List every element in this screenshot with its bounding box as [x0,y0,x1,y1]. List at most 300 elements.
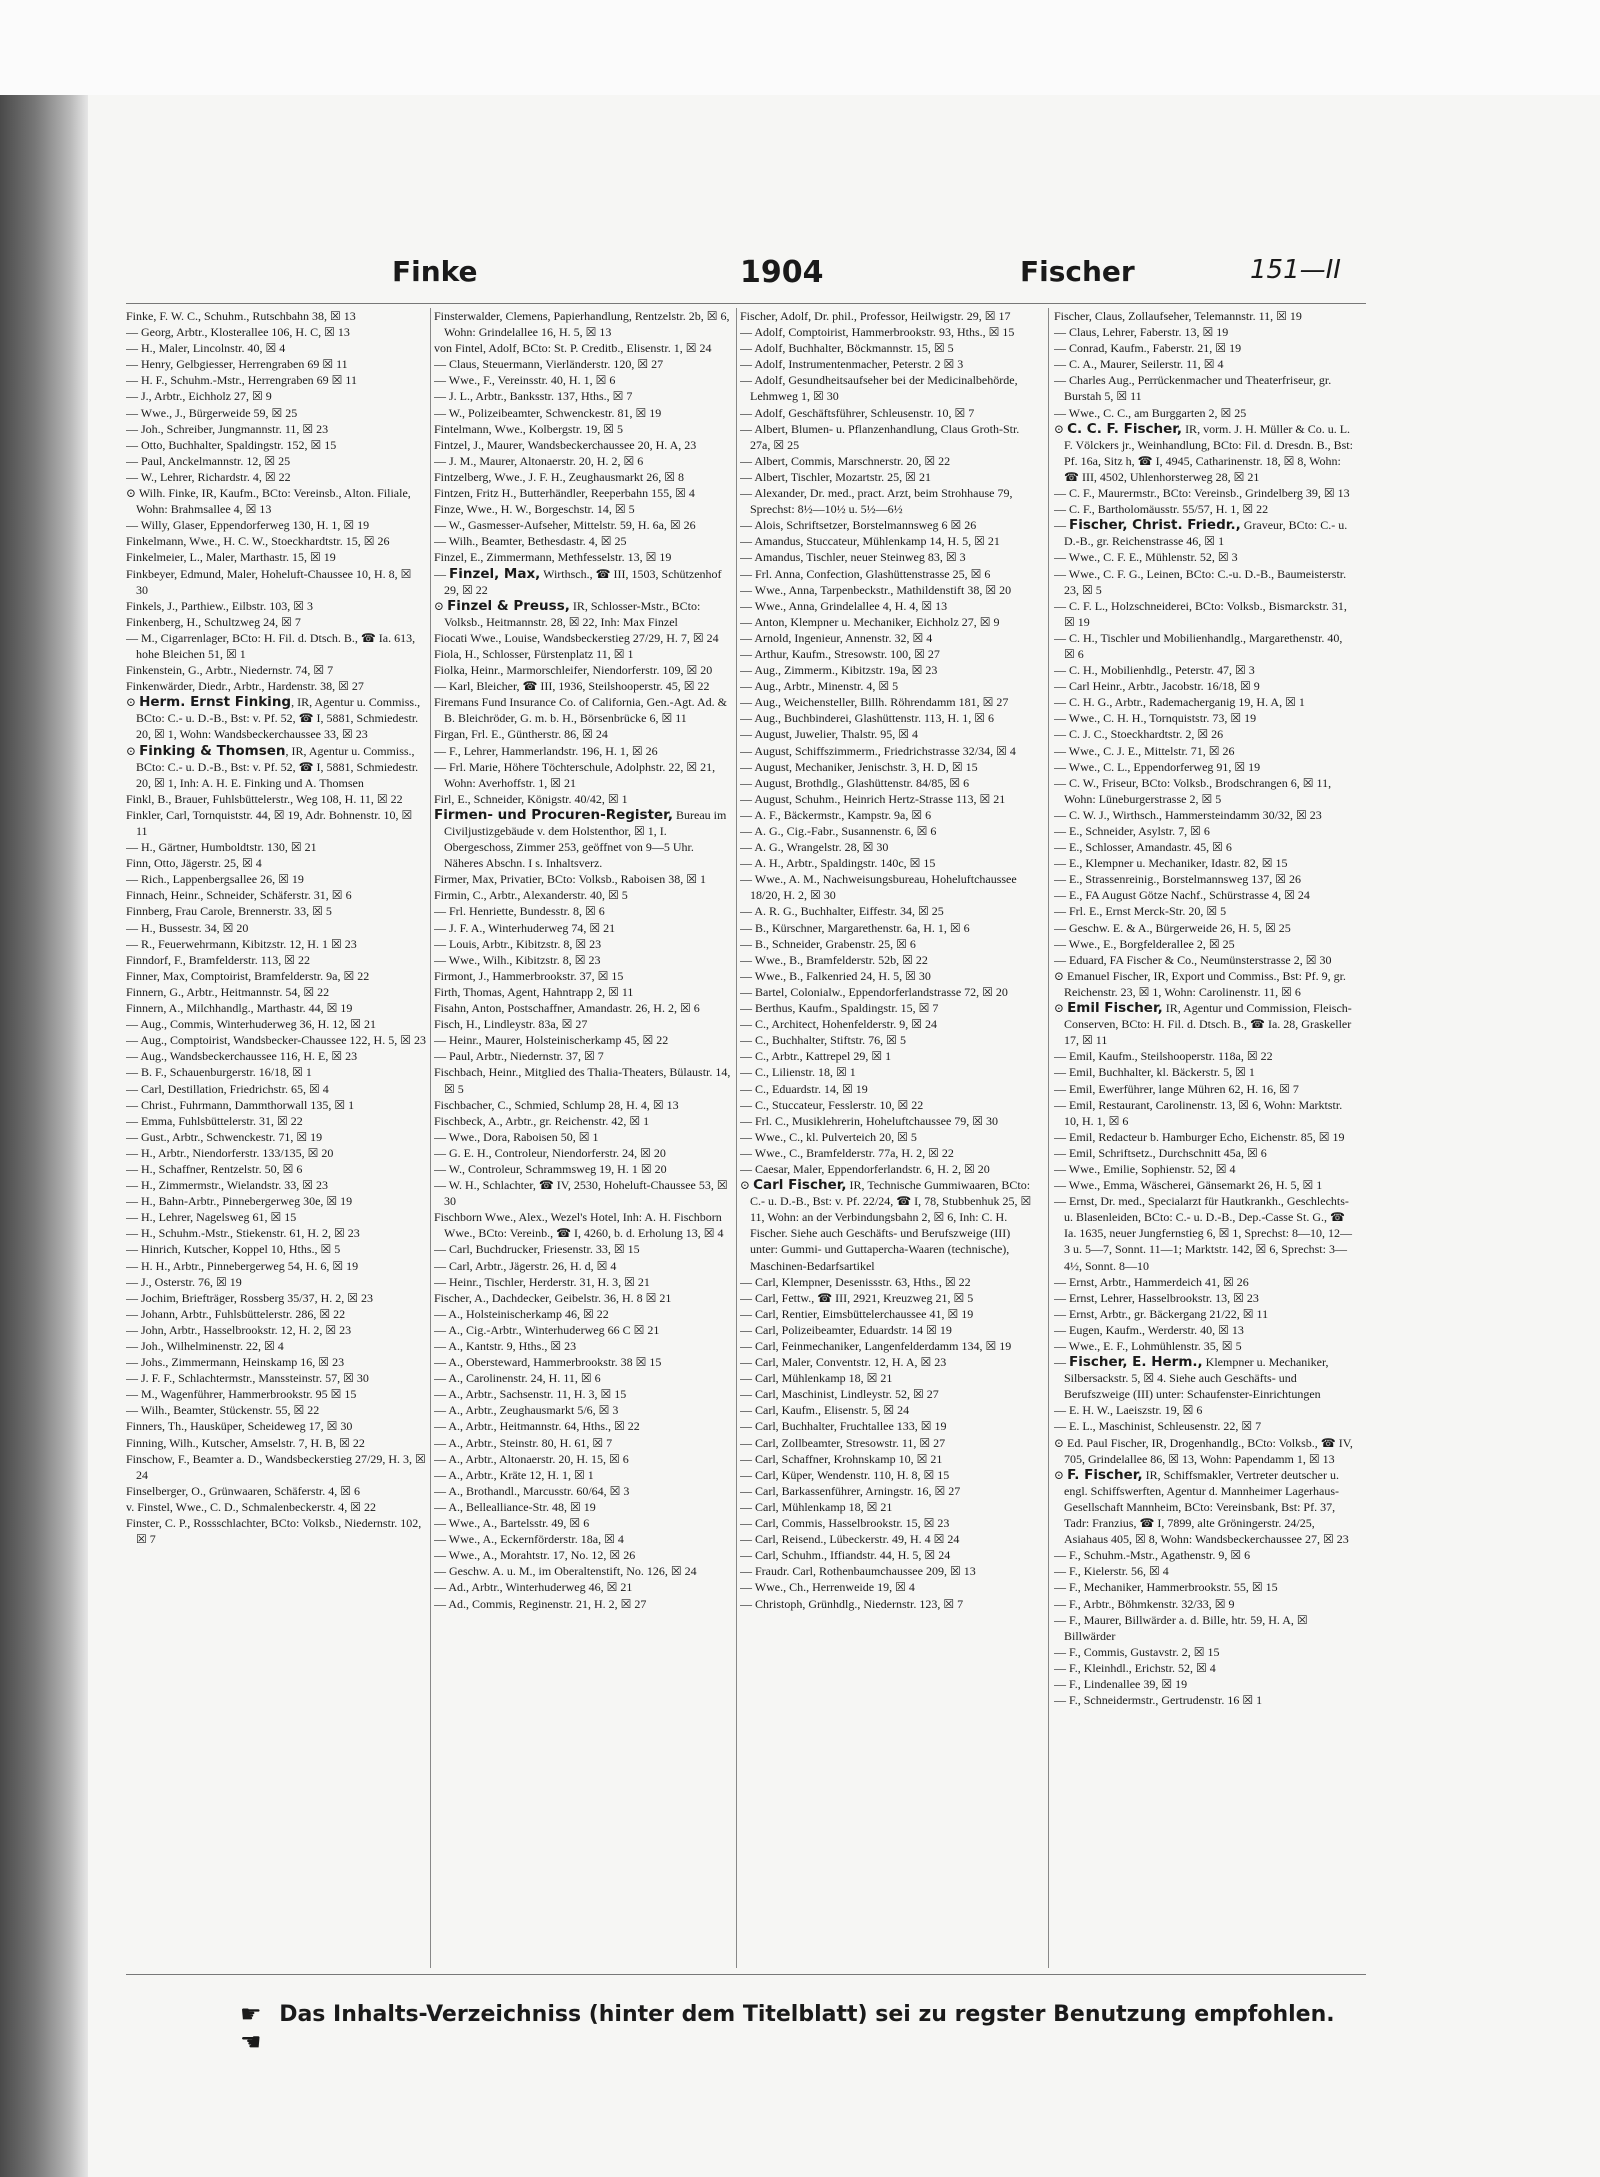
firm-name: Firmen- und Procuren-Register, [434,806,673,823]
directory-entry: — C. H., Tischler und Mobilienhandlg., Margarethenstr. 40, ☒ 6 [1054,630,1343,661]
directory-entry: Finner, Max, Comptoirist, Bramfelderstr. 9a, ☒ 22 [126,968,370,983]
directory-entry: — Ernst, Dr. med., Specialarzt für Hautkrankh., Geschlechts- u. Blasenleiden, BCto: C.- u. D.-B., Dep.-Casse St. G., ☎ Ia. 1635, neuer Jungfernstieg 6, ☒ 1, Sprechst: 8—10, 12—3 u. 5—7, Sonnt. 11—1; Marktstr. 142, ☒ 6, Sprechst: 3—4½, Sonnt. 8—10 [1054,1194,1353,1273]
directory-entry: Finners, Th., Hausküper, Scheideweg 17, ☒ 30 [126,1419,353,1434]
directory-entry: — Wwe., A. M., Nachweisungsbureau, Hoheluftchaussee 18/20, H. 2, ☒ 30 [740,872,1017,903]
directory-entry: — Wwe., J., Bürgerweide 59, ☒ 25 [126,405,298,420]
directory-entry: — Wwe., C. H. H., Tornquiststr. 73, ☒ 19 [1054,711,1257,726]
directory-entry: Finkler, Carl, Tornquiststr. 44, ☒ 19, Adr. Bohnenstr. 10, ☒ 11 [126,807,413,838]
directory-entry: — C., Lilienstr. 18, ☒ 1 [740,1065,856,1080]
footer-rule [126,1974,1366,1975]
directory-entry: ⊙ Emil Fischer, IR, Agentur und Commission, Fleisch-Conserven, BCto: H. Fil. d. Dtsch. B., ☎ Ia. 28, Graskeller 17, ☒ 11 [1054,1000,1352,1048]
directory-entry: — A. G., Cig.-Fabr., Susannenstr. 6, ☒ 6 [740,824,937,838]
directory-entry: — H., Maler, Lincolnstr. 40, ☒ 4 [126,341,286,356]
directory-entry: — Carl, Maschinist, Lindleystr. 52, ☒ 27 [740,1387,939,1402]
directory-entry: — Carl, Arbtr., Jägerstr. 26, H. d, ☒ 4 [434,1258,617,1273]
directory-entry: — Wwe., B., Bramfelderstr. 52b, ☒ 22 [740,952,928,967]
directory-entry: — A. F., Bäckermstr., Kampstr. 9a, ☒ 6 [740,807,932,822]
directory-entry: — F., Commis, Gustavstr. 2, ☒ 15 [1054,1644,1220,1659]
directory-entry: Fischer, Claus, Zollaufseher, Telemannstr. 11, ☒ 19 [1054,309,1302,323]
directory-entry: — Wwe., B., Falkenried 24, H. 5, ☒ 30 [740,968,931,983]
directory-entry: — Ernst, Lehrer, Hasselbrookstr. 13, ☒ 23 [1054,1290,1259,1305]
directory-entry: Finkelmeier, L., Maler, Marthastr. 15, ☒ 19 [126,550,336,565]
directory-entry: ⊙ F. Fischer, IR, Schiffsmakler, Vertreter deutscher u. engl. Schiffswerften, Agentur d. Mannheimer Lagerhaus-Gesellschaft Mannheim, BCto: Vereinsbank, Bst: Pf. 37, Tadr: Franzius, ☎ I, 7899, alte Gröningerstr. 24/25, Asiahaus 405, ☒ 8, Wohn: Wandsbeckerchaussee 27, ☒ 23 [1054,1466,1349,1547]
firm-name: Herm. Ernst Finking [139,694,292,711]
directory-entry: — Wwe., C. L., Eppendorferweg 91, ☒ 19 [1054,759,1261,774]
directory-column-4 [1054,308,1354,1968]
directory-entry: — Carl, Mühlenkamp 18, ☒ 21 [740,1499,893,1514]
directory-entry: — Carl, Barkassenführer, Arningstr. 16, ☒ 27 [740,1483,961,1498]
directory-entry: ⊙ Herm. Ernst Finking, IR, Agentur u. Commiss., BCto: C.- u. D.-B., Bst: v. Pf. 52, ☎ I, 5881, Schmiedestr. 20, ☒ 1, Wohn: Wandsbeckerchaussee 33, ☒ 23 [126,694,421,742]
directory-entry: — F., Lehrer, Hammerlandstr. 196, H. 1, ☒ 26 [434,743,658,758]
directory-entry: — Carl, Commis, Hasselbrookstr. 15, ☒ 23 [740,1516,950,1531]
firm-name: C. C. F. Fischer, [1067,420,1183,437]
directory-entry: — Otto, Buchhalter, Spaldingstr. 152, ☒ 15 [126,437,337,452]
directory-entry: — C. A., Maurer, Seilerstr. 11, ☒ 4 [1054,357,1224,372]
directory-entry: — F., Lindenallee 39, ☒ 19 [1054,1676,1188,1691]
directory-entry: — G. E. H., Controleur, Niendorferstr. 24, ☒ 20 [434,1145,666,1160]
directory-entry: Finzel, E., Zimmermann, Methfesselstr. 13, ☒ 19 [434,550,672,565]
directory-entry: — E. L., Maschinist, Schleusenstr. 22, ☒ 7 [1054,1419,1262,1434]
directory-entry: — Fraudr. Carl, Rothenbaumchaussee 209, ☒ 13 [740,1564,976,1579]
directory-entry: — H. H., Arbtr., Pinnebergerweg 54, H. 6, ☒ 19 [126,1258,359,1273]
directory-entry: Finschow, F., Beamter a. D., Wandsbeckerstieg 27/29, H. 3, ☒ 24 [126,1451,426,1482]
directory-entry: — Caesar, Maler, Eppendorferlandstr. 6, H. 2, ☒ 20 [740,1161,990,1176]
directory-entry: Fiolka, Heinr., Marmorschleifer, Niendorferstr. 109, ☒ 20 [434,663,713,678]
running-head-right: Fischer [1020,255,1135,288]
directory-entry: Fisahn, Anton, Postschaffner, Amandastr. 26, H. 2, ☒ 6 [434,1001,700,1016]
firm-name: Finking & Thomsen [139,742,286,759]
directory-entry: — B., Kürschner, Margarethenstr. 6a, H. 1, ☒ 6 [740,920,970,935]
directory-entry: Firemans Fund Insurance Co. of California, Gen.-Agt. Ad. & B. Bleichröder, G. m. b. H., Börsenbrücke 6, ☒ 11 [434,695,727,726]
directory-entry: — J., Arbtr., Eichholz 27, ☒ 9 [126,389,272,404]
directory-entry: — E., Klempner u. Mechaniker, Idastr. 82, ☒ 15 [1054,856,1288,871]
directory-entry: v. Finstel, Wwe., C. D., Schmalenbeckerstr. 4, ☒ 22 [126,1499,377,1514]
directory-entry: — Wwe., Anna, Tarpenbeckstr., Mathildenstift 38, ☒ 20 [740,582,1012,597]
directory-entry: — Carl, Kaufm., Elisenstr. 5, ☒ 24 [740,1403,910,1418]
directory-entry: — Paul, Arbtr., Niedernstr. 37, ☒ 7 [434,1049,604,1064]
directory-entry: — Carl, Rentier, Eimsbüttelerchaussee 41, ☒ 19 [740,1306,974,1321]
directory-entry: — W., Gasmesser-Aufseher, Mittelstr. 59, H. 6a, ☒ 26 [434,518,696,533]
directory-entry: — Ad., Arbtr., Winterhuderweg 46, ☒ 21 [434,1580,633,1595]
directory-entry: Finkels, J., Parthiew., Eilbstr. 103, ☒ 3 [126,598,313,613]
directory-entry: — Frl. E., Ernst Merck-Str. 20, ☒ 5 [1054,904,1227,919]
directory-entry: — H., Bahn-Arbtr., Pinnebergerweg 30e, ☒ 19 [126,1194,353,1209]
directory-entry: — Wwe., Anna, Grindelallee 4, H. 4, ☒ 13 [740,598,948,613]
directory-entry: — Carl, Polizeibeamter, Eduardstr. 14 ☒ 19 [740,1322,952,1337]
directory-column-2 [434,308,734,1968]
directory-entry: — A., Arbtr., Altonaerstr. 20, H. 15, ☒ 6 [434,1451,629,1466]
directory-entry: — Aug., Commis, Winterhuderweg 36, H. 12, ☒ 21 [126,1017,377,1032]
directory-entry: — Carl, Destillation, Friedrichstr. 65, ☒ 4 [126,1081,329,1096]
directory-entry: — Rich., Lappenbergsallee 26, ☒ 19 [126,872,304,887]
directory-entry: Firmin, C., Arbtr., Alexanderstr. 40, ☒ 5 [434,888,628,903]
directory-entry: Fisch, H., Lindleystr. 83a, ☒ 27 [434,1017,588,1032]
directory-entry: — Wilh., Beamter, Bethesdastr. 4, ☒ 25 [434,534,627,549]
footer-notice [240,2000,1370,2056]
directory-entry: — Emil, Buchhalter, kl. Bäckerstr. 5, ☒ 1 [1054,1065,1255,1080]
directory-entry: — Frl. Marie, Höhere Töchterschule, Adolphstr. 22, ☒ 21, Wohn: Averhoffstr. 1, ☒ 21 [434,759,716,790]
directory-entry: — F., Schuhm.-Mstr., Agathenstr. 9, ☒ 6 [1054,1548,1251,1563]
directory-entry: — A., Arbtr., Sachsenstr. 11, H. 3, ☒ 15 [434,1387,627,1402]
directory-entry: Firmont, J., Hammerbrookstr. 37, ☒ 15 [434,968,624,983]
directory-entry: — Wwe., C., Bramfelderstr. 77a, H. 2, ☒ 22 [740,1145,954,1160]
directory-entry: Fiola, H., Schlosser, Fürstenplatz 11, ☒ 1 [434,646,634,661]
directory-entry: ⊙ C. C. F. Fischer, IR, vorm. J. H. Müller & Co. u. L. F. Völckers jr., Weinhandlung, BCto: Fil. d. Dresdn. B., Bst: Pf. 16a, Sitz h, ☎ I, 4945, Catharinenstr. 18, ☒ 8, Wohn: ☎ III, 4502, Uhlenhorsterweg 28, ☒ 21 [1054,420,1353,484]
directory-entry: — Georg, Arbtr., Klosterallee 106, H. C, ☒ 13 [126,325,350,340]
directory-entry: — Hinrich, Kutscher, Koppel 10, Hths., ☒ 5 [126,1242,341,1257]
directory-entry: — Wwe., C. C., am Burggarten 2, ☒ 25 [1054,405,1247,420]
directory-entry: — Christoph, Grünhdlg., Niedernstr. 123, ☒ 7 [740,1596,964,1611]
directory-entry: — Emil, Schriftsetz., Durchschnitt 45a, ☒ 6 [1054,1145,1267,1160]
directory-entry: — W., Polizeibeamter, Schwenckestr. 81, ☒ 19 [434,405,662,420]
directory-entry: — Henry, Gelbgiesser, Herrengraben 69 ☒ 11 [126,357,348,372]
directory-entry: — C. H., Mobilienhdlg., Peterstr. 47, ☒ 3 [1054,663,1255,678]
directory-entry: Fischborn Wwe., Alex., Wezel's Hotel, Inh: A. H. Fischborn Wwe., BCto: Vereinb., ☎ I, 4260, b. d. Erholung 13, ☒ 4 [434,1210,724,1241]
directory-entry: — E., Strassenreinig., Borstelmannsweg 137, ☒ 26 [1054,872,1302,887]
firm-name: Carl Fischer, [753,1177,847,1194]
directory-entry: — W., Lehrer, Richardstr. 4, ☒ 22 [126,469,291,484]
directory-entry: — H., Gärtner, Humboldtstr. 130, ☒ 21 [126,840,317,855]
directory-entry: — C. J. C., Stoeckhardtstr. 2, ☒ 26 [1054,727,1224,742]
directory-entry: Fischer, A., Dachdecker, Geibelstr. 36, H. 8 ☒ 21 [434,1290,672,1305]
directory-entry: — A. G., Wrangelstr. 28, ☒ 30 [740,840,889,855]
directory-entry: — Heinr., Maurer, Holsteinischerkamp 45, ☒ 22 [434,1033,669,1048]
directory-entry: Finkelmann, Wwe., H. C. W., Stoeckhardtstr. 15, ☒ 26 [126,534,390,549]
directory-entry: — F., Maurer, Billwärder a. d. Bille, htr. 59, H. A, ☒ Billwärder [1054,1612,1308,1643]
directory-entry: Finning, Wilh., Kutscher, Amselstr. 7, H. B, ☒ 22 [126,1435,365,1450]
directory-entry: — Jochim, Briefträger, Rossberg 35/37, H. 2, ☒ 23 [126,1290,374,1305]
directory-entry: von Fintel, Adolf, BCto: St. P. Creditb., Elisenstr. 1, ☒ 24 [434,341,712,356]
directory-entry: ⊙ Finzel & Preuss, IR, Schlosser-Mstr., BCto: Volksb., Heitmannstr. 28, ☒ 22, Inh: Max Finzel [434,597,701,629]
directory-entry: — Carl, Klempner, Desenissstr. 63, Hths., ☒ 22 [740,1274,971,1289]
directory-entry: — Gust., Arbtr., Schwenckestr. 71, ☒ 19 [126,1129,323,1144]
directory-entry: — A., Arbtr., Kräte 12, H. 1, ☒ 1 [434,1467,594,1482]
directory-entry: — H., Schaffner, Rentzelstr. 50, ☒ 6 [126,1161,303,1176]
directory-entry: — Aug., Wandsbeckerchaussee 116, H. E, ☒ 23 [126,1049,358,1064]
directory-entry: ⊙ Emanuel Fischer, IR, Export und Commiss., Bst: Pf. 9, gr. Reichenstr. 23, ☒ 1, Wohn: Carolinenstr. 11, ☒ 6 [1054,968,1346,999]
directory-entry: — Eugen, Kaufm., Werderstr. 40, ☒ 13 [1054,1322,1244,1337]
directory-entry: Firl, E., Schneider, Königstr. 40/42, ☒ 1 [434,791,628,806]
directory-entry: Fiocati Wwe., Louise, Wandsbeckerstieg 27/29, H. 7, ☒ 24 [434,630,719,645]
directory-entry: — Anton, Klempner u. Mechaniker, Eichholz 27, ☒ 9 [740,614,1000,629]
directory-entry: — J. M., Maurer, Altonaerstr. 20, H. 2, ☒ 6 [434,453,644,468]
directory-entry: — Johs., Zimmermann, Heinskamp 16, ☒ 23 [126,1355,345,1370]
directory-entry: — A., Arbtr., Steinstr. 80, H. 61, ☒ 7 [434,1435,613,1450]
directory-entry: — Charles Aug., Perrückenmacher und Theaterfriseur, gr. Burstah 5, ☒ 11 [1054,373,1332,404]
directory-entry: — Wwe., Dora, Raboisen 50, ☒ 1 [434,1129,599,1144]
directory-entry: — Emil, Kaufm., Steilshooperstr. 118a, ☒ 22 [1054,1049,1273,1064]
directory-entry: — Fischer, Christ. Friedr., Graveur, BCto: C.- u. D.-B., gr. Reichenstrasse 46, ☒ 1 [1054,517,1348,549]
directory-entry: Finnberg, Frau Carole, Brennerstr. 33, ☒ 5 [126,904,332,919]
directory-entry: — C. F., Maurermstr., BCto: Vereinsb., Grindelberg 39, ☒ 13 [1054,486,1350,501]
firm-name: Finzel & Preuss, [447,597,570,614]
column-divider [736,308,737,1968]
column-divider [1048,308,1049,1968]
directory-entry: — Emil, Redacteur b. Hamburger Echo, Eichenstr. 85, ☒ 19 [1054,1129,1345,1144]
directory-entry: — Paul, Anckelmannstr. 12, ☒ 25 [126,453,291,468]
directory-entry: — Wwe., C. F. G., Leinen, BCto: C.-u. D.-B., Baumeisterstr. 23, ☒ 5 [1054,566,1347,597]
directory-entry: Finnach, Heinr., Schneider, Schäferstr. 31, ☒ 6 [126,888,352,903]
directory-entry: — Carl, Maler, Conventstr. 12, H. A, ☒ 23 [740,1355,947,1370]
directory-entry: Firth, Thomas, Agent, Hahntrapp 2, ☒ 11 [434,984,634,999]
directory-entry: — B. F., Schauenburgerstr. 16/18, ☒ 1 [126,1065,312,1080]
directory-entry: — Wwe., C. F. E., Mühlenstr. 52, ☒ 3 [1054,550,1238,565]
page-header [380,255,1360,299]
directory-entry: — Carl, Reisend., Lübeckerstr. 49, H. 4 ☒ 24 [740,1532,960,1547]
directory-entry: — M., Cigarrenlager, BCto: H. Fil. d. Dtsch. B., ☎ Ia. 613, hohe Bleichen 51, ☒ 1 [126,630,416,661]
directory-entry: Fintzel, J., Maurer, Wandsbeckerchaussee 20, H. A, 23 [434,437,697,452]
directory-entry: Fischbach, Heinr., Mitglied des Thalia-Theaters, Bülaustr. 14, ☒ 5 [434,1065,731,1096]
directory-entry: Fintzen, Fritz H., Butterhändler, Reeperbahn 155, ☒ 4 [434,486,695,501]
directory-entry: — Wwe., Emma, Wäscherei, Gänsemarkt 26, H. 5, ☒ 1 [1054,1178,1323,1193]
firm-name: Fischer, E. Herm., [1069,1354,1203,1371]
directory-column-3 [740,308,1040,1968]
directory-entry: Finselberger, O., Grünwaaren, Schäferstr. 4, ☒ 6 [126,1483,360,1498]
directory-entry: — C., Stuccateur, Fesslerstr. 10, ☒ 22 [740,1097,924,1112]
directory-entry: — F., Arbtr., Böhmkenstr. 32/33, ☒ 9 [1054,1596,1235,1611]
directory-entry: Finkenstein, G., Arbtr., Niedernstr. 74, ☒ 7 [126,663,334,678]
directory-entry: — Geschw. A. u. M., im Oberaltenstift, No. 126, ☒ 24 [434,1564,697,1579]
directory-entry: — Albert, Blumen- u. Pflanzenhandlung, Claus Groth-Str. 27a, ☒ 25 [740,421,1020,452]
directory-entry: — Adolf, Gesundheitsaufseher bei der Medicinalbehörde, Lehmweg 1, ☒ 30 [740,373,1018,404]
directory-entry: — Carl, Feinmechaniker, Langenfelderdamm 134, ☒ 19 [740,1339,1012,1353]
firm-name: Finzel, Max, [449,565,541,582]
directory-entry: — Adolf, Geschäftsführer, Schleusenstr. 10, ☒ 7 [740,405,975,420]
directory-entry: — Carl, Buchdrucker, Friesenstr. 33, ☒ 15 [434,1242,640,1257]
directory-entry: — H., Schuhm.-Mstr., Stiekenstr. 61, H. 2, ☒ 23 [126,1226,360,1241]
directory-entry: — W., Controleur, Schrammsweg 19, H. 1 ☒ 20 [434,1161,667,1176]
firm-name: F. Fischer, [1067,1466,1143,1483]
directory-entry: — Wwe., C., kl. Pulverteich 20, ☒ 5 [740,1129,917,1144]
directory-entry: — E., Schneider, Asylstr. 7, ☒ 6 [1054,824,1210,838]
directory-entry: — Wwe., Wilh., Kibitzstr. 8, ☒ 23 [434,952,601,967]
directory-entry: — Carl, Mühlenkamp 18, ☒ 21 [740,1371,893,1386]
directory-entry: Finkenwärder, Diedr., Arbtr., Hardenstr. 38, ☒ 27 [126,679,364,694]
directory-entry: — Aug., Weichensteller, Billh. Röhrendamm 181, ☒ 27 [740,695,1009,710]
directory-entry: — Ernst, Arbtr., Hammerdeich 41, ☒ 26 [1054,1274,1249,1289]
directory-entry: — Aug., Arbtr., Minenstr. 4, ☒ 5 [740,679,899,694]
directory-entry: — Emil, Restaurant, Carolinenstr. 13, ☒ 6, Wohn: Marktstr. 10, H. 1, ☒ 6 [1054,1097,1343,1128]
directory-entry: — Wwe., Ch., Herrenweide 19, ☒ 4 [740,1580,915,1595]
directory-entry: — August, Schiffszimmerm., Friedrichstrasse 32/34, ☒ 4 [740,743,1016,758]
directory-entry: Finster, C. P., Rossschlachter, BCto: Volksb., Niedernstr. 102, ☒ 7 [126,1516,422,1547]
directory-entry: — Albert, Commis, Marschnerstr. 20, ☒ 22 [740,453,951,468]
directory-entry: — Carl, Fettw., ☎ III, 2921, Kreuzweg 21, ☒ 5 [740,1290,974,1305]
directory-entry: — Wilh., Beamter, Stückenstr. 55, ☒ 22 [126,1403,320,1418]
pointing-hand-icon: ☛ [240,2000,262,2028]
directory-entry: — E. H. W., Laeiszstr. 19, ☒ 6 [1054,1403,1203,1418]
directory-entry: Firmer, Max, Privatier, BCto: Volksb., Raboisen 38, ☒ 1 [434,872,707,887]
directory-entry: — H., Zimmermstr., Wielandstr. 33, ☒ 23 [126,1178,329,1193]
directory-entry: ⊙ Ed. Paul Fischer, IR, Drogenhandlg., BCto: Volksb., ☎ IV, 705, Grindelallee 86, ☒ 13, Wohn: Papendamm 1, ☒ 13 [1054,1435,1353,1466]
directory-entry: — Berthus, Kaufm., Spaldingstr. 15, ☒ 7 [740,1001,939,1016]
directory-entry: — J. L., Arbtr., Banksstr. 137, Hths., ☒ 7 [434,389,633,404]
directory-entry: — J. F. F., Schlachtermstr., Manssteinstr. 57, ☒ 30 [126,1371,369,1386]
directory-entry: — Louis, Arbtr., Kibitzstr. 8, ☒ 23 [434,936,602,951]
directory-entry: — August, Juwelier, Thalstr. 95, ☒ 4 [740,727,919,742]
directory-entry: — A. R. G., Buchhalter, Eiffestr. 34, ☒ 25 [740,904,944,919]
directory-entry: — A., Obersteward, Hammerbrookstr. 38 ☒ 15 [434,1355,662,1370]
directory-entry: — Wwe., C. J. E., Mittelstr. 71, ☒ 26 [1054,743,1235,758]
directory-entry: — A., Arbtr., Heitmannstr. 64, Hths., ☒ 22 [434,1419,640,1434]
directory-entry: — Amandus, Stuccateur, Mühlenkamp 14, H. 5, ☒ 21 [740,534,1000,549]
directory-entry: — Joh., Schreiber, Jungmannstr. 11, ☒ 23 [126,421,329,436]
directory-entry: — J. F. A., Winterhuderweg 74, ☒ 21 [434,920,616,935]
directory-entry: — H., Arbtr., Niendorferstr. 133/135, ☒ 20 [126,1145,334,1160]
footer-text: Das Inhalts-Verzeichniss (hinter dem Titelblatt) sei zu regster Benutzung empfohlen. [279,2001,1335,2027]
directory-entry: — A., Arbtr., Zeughausmarkt 5/6, ☒ 3 [434,1403,619,1418]
directory-entry: — Frl. C., Musiklehrerin, Hoheluftchaussee 79, ☒ 30 [740,1113,999,1128]
directory-entry: — Carl, Buchhalter, Fruchtallee 133, ☒ 19 [740,1419,947,1434]
directory-entry: — E., Schlosser, Amandastr. 45, ☒ 6 [1054,840,1232,855]
directory-entry: — C. F. L., Holzschneiderei, BCto: Volksb., Bismarckstr. 31, ☒ 19 [1054,598,1347,629]
directory-entry: — C., Buchhalter, Stiftstr. 76, ☒ 5 [740,1033,906,1048]
directory-entry: — Karl, Bleicher, ☎ III, 1936, Steilshooperstr. 45, ☒ 22 [434,679,710,694]
directory-entry: — Joh., Wilhelminenstr. 22, ☒ 4 [126,1339,284,1353]
directory-entry: — A. H., Arbtr., Spaldingstr. 140c, ☒ 15 [740,856,936,871]
directory-entry: — Bartel, Colonialw., Eppendorferlandstrasse 72, ☒ 20 [740,984,1008,999]
directory-entry: — John, Arbtr., Hasselbrookstr. 12, H. 2, ☒ 23 [126,1322,352,1337]
directory-entry: — Aug., Comptoirist, Wandsbecker-Chaussee 122, H. 5, ☒ 23 [126,1033,426,1048]
directory-entry: — Adolf, Buchhalter, Böckmannstr. 15, ☒ 5 [740,341,954,356]
directory-entry: — A., Brothandl., Marcusstr. 60/64, ☒ 3 [434,1483,630,1498]
directory-entry: — C. F., Bartholomäusstr. 55/57, H. 1, ☒ 22 [1054,502,1269,517]
directory-entry: — F., Kielerstr. 56, ☒ 4 [1054,1564,1169,1579]
directory-entry: — Wwe., A., Morahtstr. 17, No. 12, ☒ 26 [434,1548,636,1563]
directory-entry: — Ernst, Arbtr., gr. Bäckergang 21/22, ☒ 11 [1054,1306,1269,1321]
directory-entry: — Carl Heinr., Arbtr., Jacobstr. 16/18, ☒ 9 [1054,679,1260,694]
directory-entry: — Carl, Schaffner, Krohnskamp 10, ☒ 21 [740,1451,943,1466]
directory-entry: — Heinr., Tischler, Herderstr. 31, H. 3, ☒ 21 [434,1274,650,1289]
directory-entry: — A., Carolinenstr. 24, H. 11, ☒ 6 [434,1371,601,1386]
directory-entry: — Frl. Henriette, Bundesstr. 8, ☒ 6 [434,904,605,919]
directory-entry: — Adolf, Comptoirist, Hammerbrookstr. 93, Hths., ☒ 15 [740,325,1015,340]
directory-entry: Finkbeyer, Edmund, Maler, Hoheluft-Chaussee 10, H. 8, ☒ 30 [126,566,412,597]
directory-entry: — F., Mechaniker, Hammerbrookstr. 55, ☒ 15 [1054,1580,1278,1595]
directory-entry: — Finzel, Max, Wirthsch., ☎ III, 1503, Schützenhof 29, ☒ 22 [434,565,722,597]
directory-entry: — Wwe., E. F., Lohmühlenstr. 35, ☒ 5 [1054,1339,1242,1353]
directory-entry: Fintzelberg, Wwe., J. F. H., Zeughausmarkt 26, ☒ 8 [434,469,684,484]
directory-entry: — Johann, Arbtr., Fuhlsbüttelerstr. 286, ☒ 22 [126,1306,346,1321]
directory-entry: — Wwe., A., Bartelsstr. 49, ☒ 6 [434,1516,590,1531]
directory-entry: Firmen- und Procuren-Register, Bureau im Civiljustizgebäude v. dem Holstenthor, ☒ 1, I. Obergeschoss, Zimmer 253, geöffnet von 9—5 Uhr. Näheres Abschn. I s. Inhaltsverz. [434,806,727,871]
directory-entry: Finke, F. W. C., Schuhm., Rutschbahn 38, ☒ 13 [126,309,356,323]
directory-entry: — C. W. J., Wirthsch., Hammersteindamm 30/32, ☒ 23 [1054,807,1322,822]
running-head-left: Finke [392,255,478,288]
directory-entry: — R., Feuerwehrmann, Kibitzstr. 12, H. 1 ☒ 23 [126,936,357,951]
directory-entry: — Wwe., E., Borgfelderallee 2, ☒ 25 [1054,936,1235,951]
directory-entry: — C., Arbtr., Kattrepel 29, ☒ 1 [740,1049,892,1064]
directory-entry: — A., Bellealliance-Str. 48, ☒ 19 [434,1499,596,1514]
directory-entry: — Claus, Lehrer, Faberstr. 13, ☒ 19 [1054,325,1229,340]
directory-entry: — A., Holsteinischerkamp 46, ☒ 22 [434,1306,609,1321]
directory-entry: ⊙ Finking & Thomsen, IR, Agentur u. Commiss., BCto: C.- u. D.-B., Bst: v. Pf. 52, ☎ I, 5881, Schmiedestr. 20, ☒ 1, Inh: A. H. E. Finking und A. Thomsen [126,742,419,790]
directory-entry: Finnern, G., Arbtr., Heitmannstr. 54, ☒ 22 [126,984,330,999]
directory-entry: — H., Bussestr. 34, ☒ 20 [126,920,249,935]
firm-name: Emil Fischer, [1067,1000,1163,1017]
directory-entry: — E., FA August Götze Nachf., Schürstrasse 4, ☒ 24 [1054,888,1310,903]
directory-entry: — Claus, Steuermann, Vierländerstr. 120, ☒ 27 [434,357,664,372]
directory-entry: Firgan, Frl. E., Güntherstr. 86, ☒ 24 [434,727,608,742]
directory-entry: ⊙ Carl Fischer, IR, Technische Gummiwaaren, BCto: C.- u. D.-B., Bst: v. Pf. 22/24, ☎ I, 78, Stubbenhuk 25, ☒ 11, Wohn: an der Verbindungsbahn 2, ☒ 6, Inh: C. H. Fischer. Siehe auch Geschäfts- und Berufszweige (III) unter: Gummi- und Guttapercha-Waaren (technische), Maschinen-Bedarfsartikel [740,1177,1032,1273]
directory-entry: — Carl, Schuhm., Iffiandstr. 44, H. 5, ☒ 24 [740,1548,951,1563]
directory-entry: — M., Wagenführer, Hammerbrookstr. 95 ☒ 15 [126,1387,357,1402]
directory-entry: — August, Mechaniker, Jenischstr. 3, H. D, ☒ 15 [740,759,978,774]
directory-entry: — Christ., Fuhrmann, Dammthorwall 135, ☒ 1 [126,1097,355,1112]
directory-entry: — Emil, Ewerführer, lange Mühren 62, H. 16, ☒ 7 [1054,1081,1299,1096]
directory-entry: — Emma, Fuhlsbüttelerstr. 31, ☒ 22 [126,1113,303,1128]
directory-entry: — Conrad, Kaufm., Faberstr. 21, ☒ 19 [1054,341,1242,356]
directory-entry: Finze, Wwe., H. W., Borgeschstr. 14, ☒ 5 [434,502,635,517]
directory-entry: — A., Cig.-Arbtr., Winterhuderweg 66 C ☒ 21 [434,1322,660,1337]
directory-entry: — Ad., Commis, Reginenstr. 21, H. 2, ☒ 27 [434,1596,647,1611]
header-rule [126,303,1366,304]
directory-entry: — Alexander, Dr. med., pract. Arzt, beim Strohhause 79, Sprechst: 8½—10½ u. 5½—6½ [740,486,1013,517]
directory-entry: Fintelmann, Wwe., Kolbergstr. 19, ☒ 5 [434,421,623,436]
directory-entry: — Frl. Anna, Confection, Glashüttenstrasse 25, ☒ 6 [740,566,991,581]
directory-entry: — J., Osterstr. 76, ☒ 19 [126,1274,242,1289]
directory-entry: — Fischer, E. Herm., Klempner u. Mechaniker, Silbersackstr. 5, ☒ 4. Siehe auch Geschäfts- und Berufszweige (III) unter: Schaufenster-Einrichtungen [1054,1354,1329,1402]
directory-entry: Finkenberg, H., Schultzweg 24, ☒ 7 [126,614,301,629]
running-head-year: 1904 [740,255,824,290]
directory-entry: — Wwe., F., Vereinsstr. 40, H. 1, ☒ 6 [434,373,616,388]
directory-entry: Finnern, A., Milchhandlg., Marthastr. 44, ☒ 19 [126,1001,353,1016]
directory-entry: — Albert, Tischler, Mozartstr. 25, ☒ 21 [740,469,931,484]
directory-columns [126,308,1366,1968]
firm-name: Fischer, Christ. Friedr., [1069,517,1241,534]
directory-entry: Finkl, B., Brauer, Fuhlsbüttelerstr., Weg 108, H. 11, ☒ 22 [126,791,403,806]
directory-entry: — Arnold, Ingenieur, Annenstr. 32, ☒ 4 [740,630,933,645]
directory-entry: ⊙ Wilh. Finke, IR, Kaufm., BCto: Vereinsb., Alton. Filiale, Wohn: Brahmsallee 4, ☒ 13 [126,486,411,517]
directory-entry: — F., Schneidermstr., Gertrudenstr. 16 ☒ 1 [1054,1693,1263,1708]
directory-entry: Fischer, Adolf, Dr. phil., Professor, Heilwigstr. 29, ☒ 17 [740,309,1011,323]
book-binding-edge [0,95,88,2177]
directory-entry: — Carl, Küper, Wendenstr. 110, H. 8, ☒ 15 [740,1467,950,1482]
directory-entry: — Arthur, Kaufm., Stresowstr. 100, ☒ 27 [740,646,940,661]
directory-entry: — Aug., Buchbinderei, Glashüttenstr. 113, H. 1, ☒ 6 [740,711,994,726]
directory-entry: — Eduard, FA Fischer & Co., Neumünsterstrasse 2, ☒ 30 [1054,952,1332,967]
directory-entry: — Aug., Zimmerm., Kibitzstr. 19a, ☒ 23 [740,663,938,678]
directory-entry: — Adolf, Instrumentenmacher, Peterstr. 2 ☒ 3 [740,357,964,372]
directory-entry: Finn, Otto, Jägerstr. 25, ☒ 4 [126,856,262,871]
directory-entry: — August, Brothdlg., Glashüttenstr. 84/85, ☒ 6 [740,775,970,790]
directory-entry: — Wwe., Emilie, Sophienstr. 52, ☒ 4 [1054,1161,1236,1176]
directory-entry: — August, Schuhm., Heinrich Hertz-Strasse 113, ☒ 21 [740,791,1006,806]
directory-entry: Finndorf, F., Bramfelderstr. 113, ☒ 22 [126,952,311,967]
column-divider [430,308,431,1968]
directory-entry: — Carl, Zollbeamter, Stresowstr. 11, ☒ 27 [740,1435,946,1450]
directory-entry: — C., Eduardstr. 14, ☒ 19 [740,1081,868,1096]
directory-entry: — C. H. G., Arbtr., Rademacherganig 19, H. A, ☒ 1 [1054,695,1305,710]
directory-entry: — Alois, Schriftsetzer, Borstelmannsweg 6 ☒ 26 [740,518,977,533]
directory-entry: — Amandus, Tischler, neuer Steinweg 83, ☒ 3 [740,550,966,565]
directory-entry: — Willy, Glaser, Eppendorferweg 130, H. 1, ☒ 19 [126,518,370,533]
directory-entry: — C. W., Friseur, BCto: Volksb., Brodschrangen 6, ☒ 11, Wohn: Lüneburgerstrasse 2, ☒ 5 [1054,775,1332,806]
directory-entry: — Wwe., A., Eckernförderstr. 18a, ☒ 4 [434,1532,624,1547]
directory-column-1 [126,308,426,1968]
directory-entry: — H., Lehrer, Nagelsweg 61, ☒ 15 [126,1210,297,1225]
directory-entry: Fischbacher, C., Schmied, Schlump 28, H. 4, ☒ 13 [434,1097,679,1112]
directory-entry: — F., Kleinhdl., Erichstr. 52, ☒ 4 [1054,1660,1216,1675]
directory-entry: — A., Kantstr. 9, Hths., ☒ 23 [434,1339,577,1353]
directory-entry: Fischbeck, A., Arbtr., gr. Reichenstr. 42, ☒ 1 [434,1113,650,1128]
directory-entry: — W. H., Schlachter, ☎ IV, 2530, Hoheluft-Chaussee 53, ☒ 30 [434,1178,728,1209]
directory-entry: Finsterwalder, Clemens, Papierhandlung, Rentzelstr. 2b, ☒ 6, Wohn: Grindelallee 16, H. 5, ☒ 13 [434,309,730,340]
pointing-hand-icon: ☚ [240,2028,262,2056]
directory-entry: — B., Schneider, Grabenstr. 25, ☒ 6 [740,936,916,951]
directory-entry: — C., Architect, Hohenfelderstr. 9, ☒ 24 [740,1017,938,1032]
page-number: 151—II [1250,255,1341,285]
